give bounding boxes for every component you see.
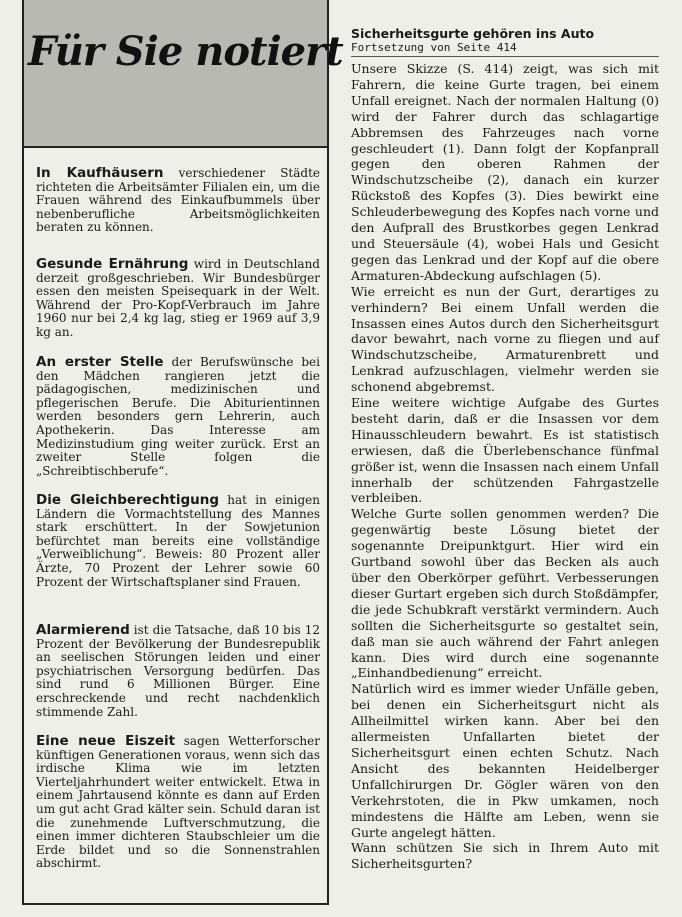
note-text: verschiedener Städte richteten die Arbeitsämter Filialen ein, um die Frauen während des Einkaufbummels über nebenberufliche Arbeitsmöglichkeiten beraten zu können. [36, 166, 320, 235]
article-body [351, 61, 659, 872]
note-item [36, 494, 320, 589]
notes-column [22, 0, 343, 905]
note-item [36, 624, 320, 719]
note-heading: An erster Stelle [36, 354, 164, 370]
note-text: hat in einigen Ländern die Vormachtstellung des Mannes stark erschüttert. In der Sowjetunion befürchtet man bereits eine vollständige „Verweiblichung“. Beweis: 80 Prozent aller Ärzte, 70 Prozent der Lehrer sowie 60 Prozent der Wirtschaftsplaner sind Frauen. [36, 493, 321, 589]
article-column [351, 26, 659, 872]
article-paragraph: Unsere Skizze (S. 414) zeigt, was sich mit Fahrern, die keine Gurte tragen, bei einem Unfall ereignet. Nach der normalen Haltung (0) wird der Fahrer durch das schlagartige Abbremsen des Fahrzeuges nach vorne geschleudert (1). Dann folgt der Kopfanprall gegen den oberen Rahmen der Windschutzscheibe (2), danach ein kurzer Rückstoß des Kopfes (3). Dies bewirkt eine Schleuderbewegung des Kopfes nach vorne und den Aufprall des Brustkorbes gegen Lenkrad und Steuersäule (4), wobei Hals und Gesicht gegen das Lenkrad und der Kopf auf die obere Armaturen-Abdeckung aufschlagen (5). [351, 61, 659, 283]
article-title: Sicherheitsgurte gehören ins Auto [351, 26, 595, 41]
note-item [36, 735, 320, 871]
article-paragraph: Natürlich wird es immer wieder Unfälle geben, bei denen ein Sicherheitsgurt nicht als Allheilmittel wirken kann. Aber bei den allermeisten Unfallarten bietet der Sicherheitsgurt einen echten Schutz. Nach Ansicht des bekannten Heidelberger Unfallchirurgen Dr. Gögler wären von den Verkehrstoten, die in Pkw umkamen, noch mindestens die Hälfte am Leben, wenn sie Gurte angelegt hätten. [351, 681, 659, 840]
note-text: ist die Tatsache, daß 10 bis 12 Prozent der Bevölkerung der Bundesrepublik an seelischen Störungen leiden und einer psychiatrischen Versorgung bedürfen. Das sind rund 6 Millionen Bürger. Eine erschreckende und recht nachdenklich stimmende Zahl. [36, 623, 320, 719]
note-heading: Alarmierend [36, 622, 130, 638]
article-paragraph: Wie erreicht es nun der Gurt, derartiges zu verhindern? Bei einem Unfall werden die Insassen eines Autos durch den Sicherheitsgurt davor bewahrt, nach vorne zu fliegen und auf Windschutzscheibe, Armaturenbrett und Lenkrad aufzuschlagen, vielmehr werden sie schonend abgebremst. [351, 283, 659, 395]
column-header [24, 0, 343, 148]
note-text: wird in Deutschland derzeit großgeschrieben. Wir Bundesbürger essen den meisten Speisequark in der Welt. Während der Pro-Kopf-Verbrauch im Jahre 1960 nur bei 2,4 kg lag, stieg er 1969 auf 3,9 kg an. [36, 257, 320, 339]
column-title: Für Sie notiert [28, 28, 343, 75]
note-item [36, 356, 320, 478]
note-item [36, 258, 320, 340]
note-text: sagen Wetterforscher künftigen Generationen voraus, wenn sich das irdische Klima wie im letzten Vierteljahrhundert weiter entwickelt. Etwa in einem Jahrtausend könnte es dann auf Erden um gut acht Grad kälter sein. Schuld daran ist die zunehmende Luftverschmutzung, die einen immer dichteren Staubschleier um die Erde bildet und so die Sonnenstrahlen abschirmt. [36, 734, 320, 871]
note-heading: In Kaufhäusern [36, 165, 164, 181]
article-continuation: Fortsetzung von Seite 414 [351, 41, 659, 57]
note-item [36, 167, 320, 235]
note-heading: Gesunde Ernährung [36, 256, 189, 272]
note-heading: Eine neue Eiszeit [36, 733, 176, 749]
article-paragraph: Eine weitere wichtige Aufgabe des Gurtes besteht darin, daß er die Insassen vor dem Hinausschleudern bewahrt. Es ist statistisch erwiesen, daß die Überlebenschance fünfmal größer ist, wenn die Insassen nach einem Unfall innerhalb der schützenden Fahrgastzelle verbleiben. [351, 395, 659, 506]
note-heading: Die Gleichberechtigung [36, 492, 220, 508]
article-paragraph: Wann schützen Sie sich in Ihrem Auto mit Sicherheitsgurten? [351, 840, 659, 872]
article-paragraph: Welche Gurte sollen genommen werden? Die gegenwärtig beste Lösung bietet der sogenannte Dreipunktgurt. Hier wird ein Gurtband sowohl über das Becken als auch über den Oberkörper geführt. Verbesserungen dieser Gurtart ergeben sich durch Stoßdämpfer, die jede Schubkraft verstärkt vermindern. Auch sollten die Sicherheitsgurte so gestaltet sein, daß man sie auch während der Fahrt anlegen kann. Dies wird durch eine sogenannte „Einhandbedienung“ erreicht. [351, 506, 659, 681]
note-text: der Berufswünsche bei den Mädchen rangieren jetzt die pädagogischen, medizinischen und pflegerischen Berufe. Die Abiturientinnen werden besonders gern Lehrerin, auch Apothekerin. Das Interesse am Medizinstudium ging weiter zurück. Erst an zweiter Stelle folgen die „Schreibtischberufe“. [36, 355, 320, 478]
